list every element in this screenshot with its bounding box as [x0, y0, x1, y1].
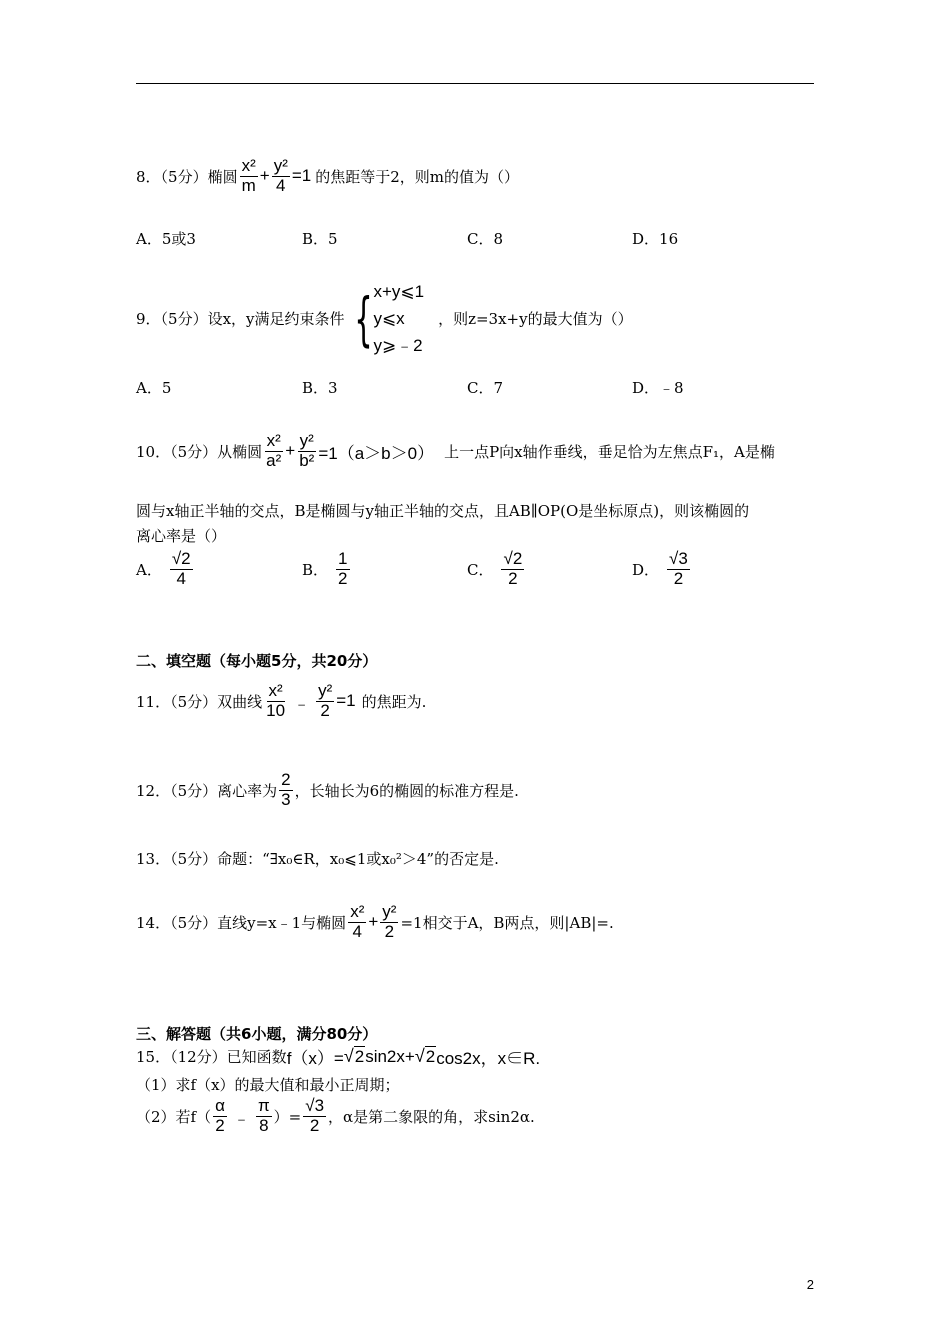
- q8-option-b: B．5: [302, 230, 338, 248]
- left-brace-icon: {: [353, 284, 373, 353]
- question-11: 11．（5分）双曲线 $\frac{\text{x²}}{10}$ ﹣ $\frac{\text{y²}}{2}$ =1 的焦距为.: [136, 681, 427, 720]
- q8-option-c: C．8: [467, 230, 504, 248]
- question-10: 10．（5分）从椭圆 $\frac{\text{x²}}{\text{a²}}$ + $\frac{\text{y²}}{\text{b²}}$ =1（a＞b＞0） 上一点P向x轴作垂线，垂足恰为左焦点F₁，A是椭: [136, 431, 775, 470]
- q10-option-a: A． $\frac{√2}{4}$: [136, 549, 191, 588]
- q10-option-b: B． $\frac{1}{2}$: [302, 549, 348, 588]
- question-15-part2: （2）若f（ $\frac{\alpha}{2}$ ﹣ $\frac{\pi}{8}$ ）= $\frac{√3}{2}$ ，α是第二象限的角，求sin2α.: [136, 1096, 535, 1135]
- question-15-part1: （1）求f（x）的最大值和最小正周期；: [136, 1076, 400, 1094]
- fraction: $\frac{\text{x²}}{m}$: [241, 156, 256, 195]
- q9-option-d: D．﹣8: [632, 379, 684, 397]
- question-10-line2: 圆与x轴正半轴的交点，B是椭圆与y轴正半轴的交点，且AB∥OP(O是坐标原点)，则该椭圆的: [136, 502, 750, 520]
- q9-option-b: B．3: [302, 379, 338, 397]
- q10-option-d: D． $\frac{√3}{2}$: [632, 549, 688, 588]
- q9-option-a: A．5: [136, 379, 172, 397]
- question-13: 13．（5分）命题：“∃x₀∈R，x₀⩽1或x₀²＞4”的否定是.: [136, 850, 499, 868]
- fraction: $\frac{\text{x²}}{\text{a²}}$: [266, 431, 282, 470]
- fraction: $\frac{\text{y²}}{4}$: [273, 156, 288, 195]
- page-number: 2: [806, 1277, 814, 1292]
- section-3-heading: 三、解答题（共6小题，满分80分）: [136, 1025, 378, 1043]
- question-12: 12．（5分）离心率为 $\frac{2}{3}$ ，长轴长为6的椭圆的标准方程是.: [136, 770, 519, 809]
- section-2-heading: 二、填空题（每小题5分，共20分）: [136, 652, 378, 670]
- header-rule: [136, 83, 814, 84]
- q8-option-a: A．5或3: [136, 230, 196, 248]
- q8-option-d: D．16: [632, 230, 679, 248]
- constraint-system: { x+y⩽1 y⩽x y⩾﹣2: [353, 282, 425, 355]
- question-8: 8．（5分）椭圆 $\frac{\text{x²}}{m}$ + $\frac{\text{y²}}{4}$ =1 的焦距等于2，则m的值为（）: [136, 156, 520, 195]
- question-10-line3: 离心率是（）: [136, 527, 227, 545]
- question-9: 9．（5分）设x，y满足约束条件 { x+y⩽1 y⩽x y⩾﹣2 ，则z=3x+y的最大值为（）: [136, 278, 633, 359]
- q9-option-c: C．7: [467, 379, 504, 397]
- fraction: $\frac{\text{y²}}{\text{b²}}$: [299, 431, 315, 470]
- sqrt-icon: √: [414, 1046, 425, 1066]
- question-14: 14．（5分）直线y=x﹣1与椭圆 $\frac{\text{x²}}{4}$ + $\frac{\text{y²}}{2}$ =1相交于A，B两点，则|AB|=.: [136, 902, 614, 941]
- question-15: 15．（12分）已知函数 f（x）= √ 2 sin2x+ √ 2 cos2x，x∈R.: [136, 1046, 541, 1068]
- q10-option-c: C． $\frac{√2}{2}$: [467, 549, 523, 588]
- sqrt-icon: √: [343, 1046, 354, 1066]
